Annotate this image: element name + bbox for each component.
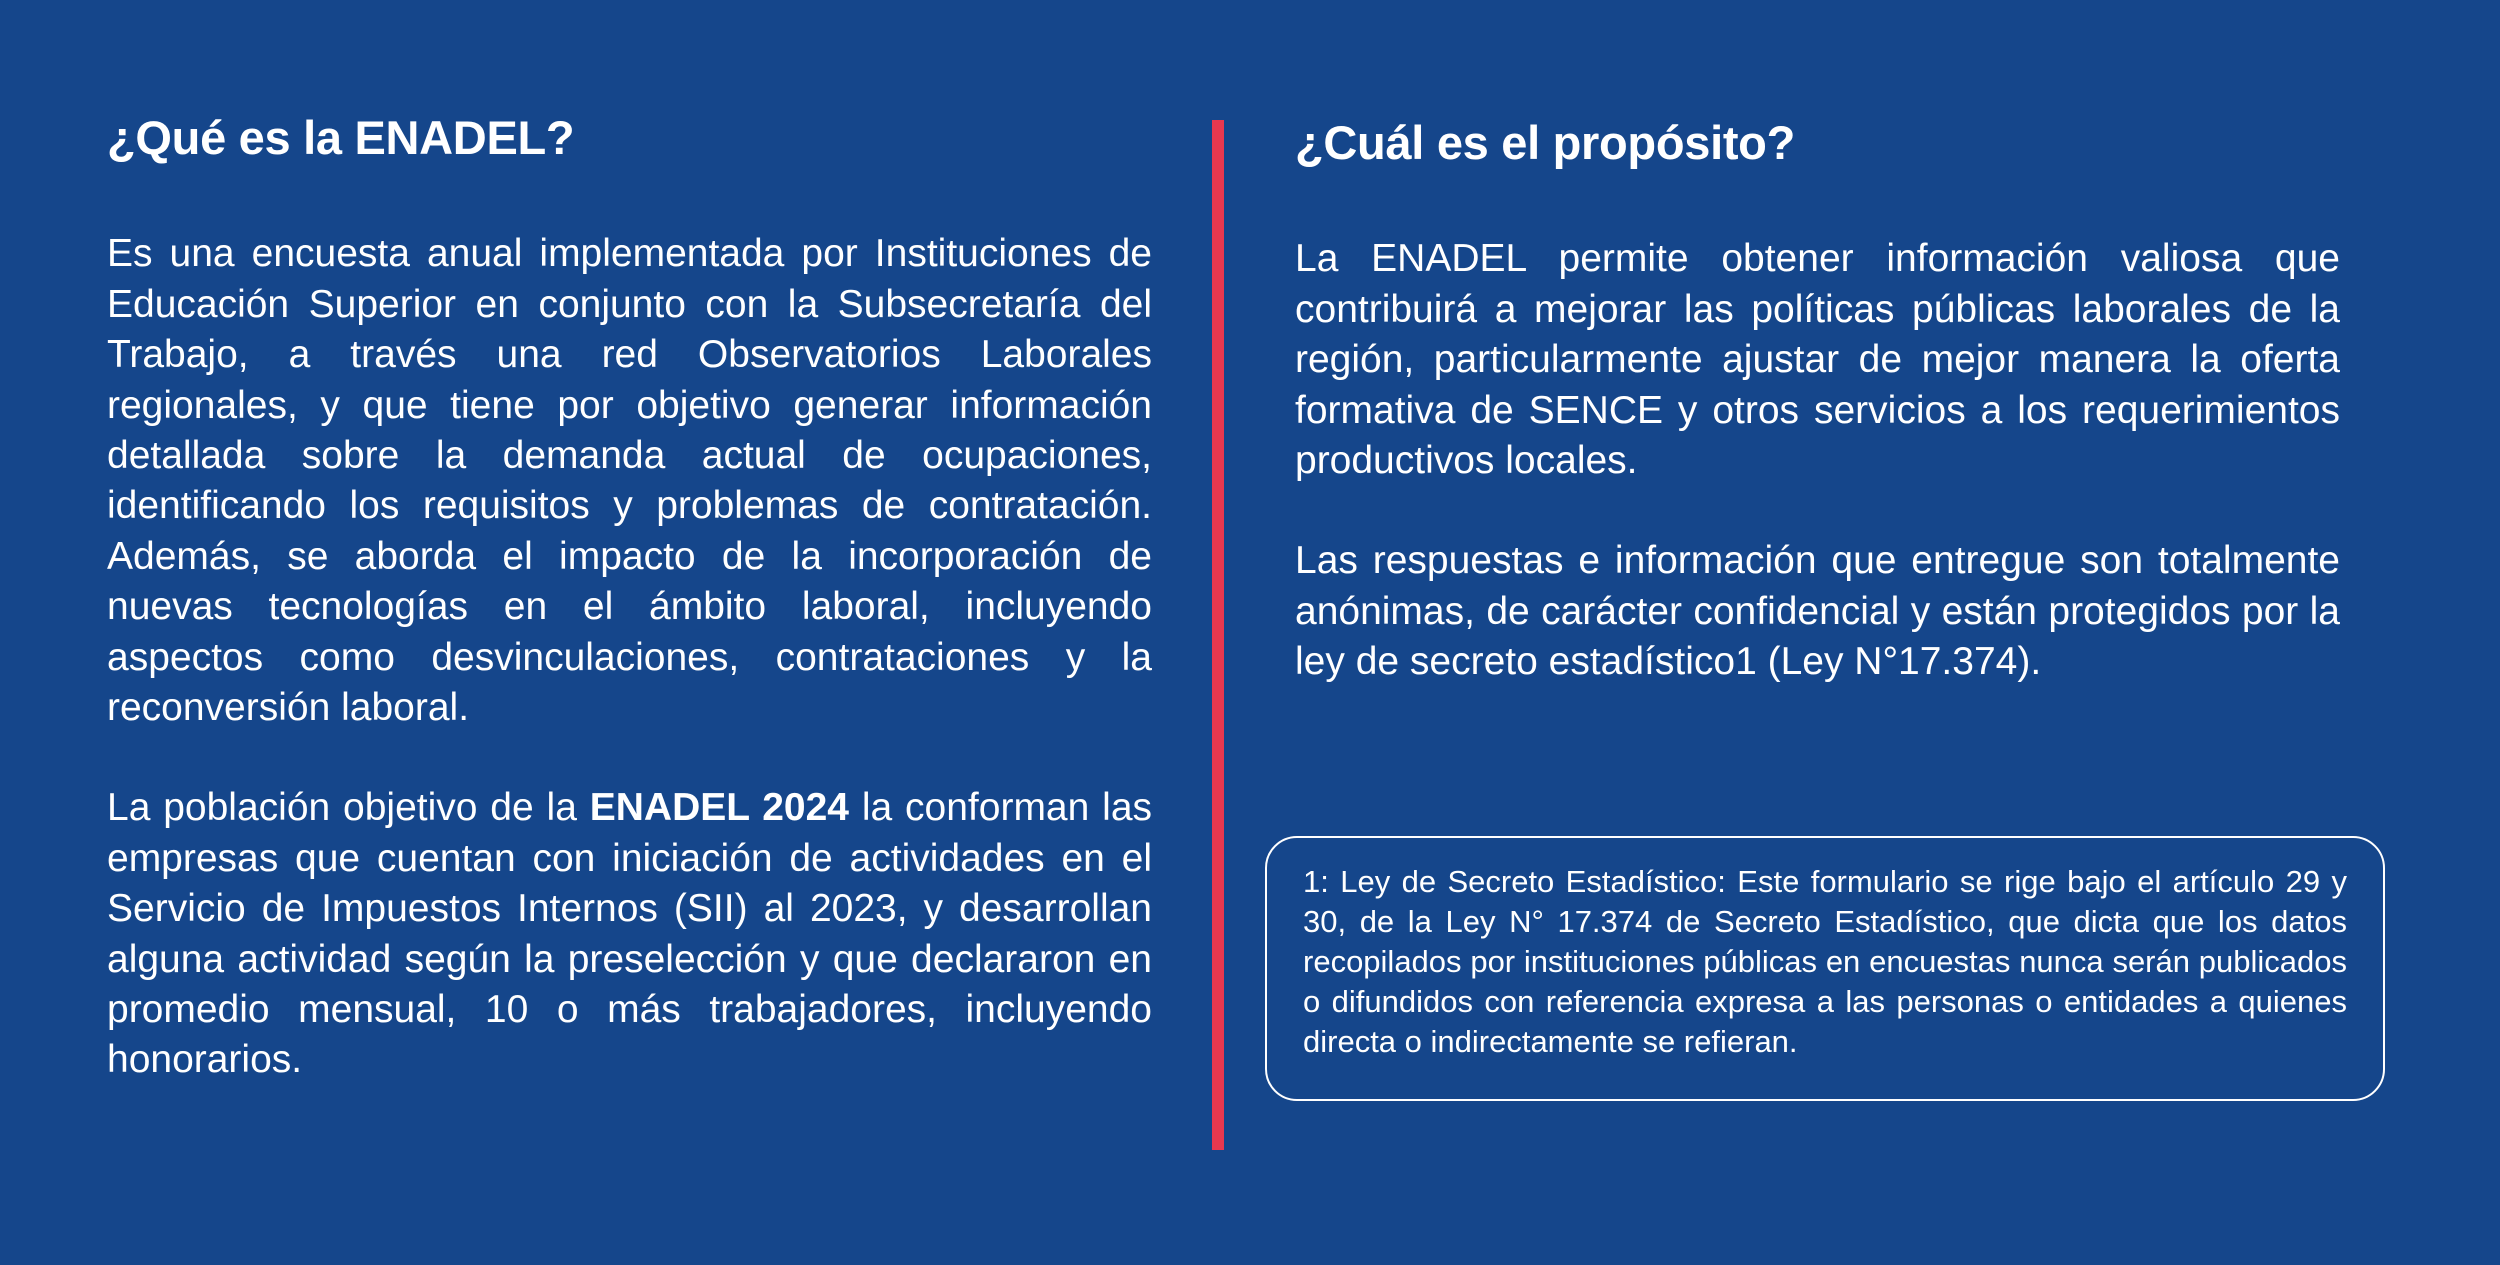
confidentiality-paragraph: Las respuestas e información que entregue son totalmente anónimas, de carácter confidencial y están protegidos por la ley de secreto estadístico1 (Ley N°17.374). bbox=[1295, 539, 2340, 684]
purpose-paragraph: La ENADEL permite obtener información valiosa que contribuirá a mejorar las políticas públicas laborales de la región, particularmente ajustar de mejor manera la oferta formativa de SENCE y otros servicios a los requerimientos productivos locales. bbox=[1295, 237, 2340, 483]
what-is-enadel-paragraph: Es una encuesta anual implementada por Instituciones de Educación Superior en conjunto con la Subsecretaría del Trabajo, a través una red Observatorios Laborales regionales, y que tiene por objetivo generar información detallada sobre la demanda actual de ocupaciones, identificando los requisitos y problemas de contratación. Además, se aborda el impacto de la incorporación de nuevas tecnologías en el ámbito laboral, incluyendo aspectos como desvinculaciones, contrataciones y la reconversión laboral. bbox=[107, 232, 1152, 730]
footnote-box bbox=[1265, 836, 2385, 1101]
what-is-enadel-heading: ¿Qué es la ENADEL? bbox=[107, 111, 575, 164]
enadel-2024-bold: ENADEL 2024 bbox=[589, 786, 849, 830]
target-population-paragraph bbox=[107, 783, 1152, 1085]
purpose-heading: ¿Cuál es el propósito? bbox=[1295, 116, 1796, 169]
footnote-text: 1: Ley de Secreto Estadístico: Este formulario se rige bajo el artículo 29 y 30, de la Ley N° 17.374 de Secreto Estadístico, que dicta que los datos recopilados por instituciones públicas en encuestas nunca serán publicados o difundidos con referencia expresa a las personas o entidades a quienes directa o indirectamente se refieran. bbox=[1303, 864, 2347, 1059]
right-column bbox=[1295, 115, 2340, 688]
vertical-divider bbox=[1212, 120, 1224, 1150]
target-population-text-end: la conforman las empresas que cuentan con iniciación de actividades en el Servicio de Impuestos Internos (SII) al 2023, y desarrollan alguna actividad según la preselección y que declararon en promedio mensual, 10 o más trabajadores, incluyendo honorarios. bbox=[107, 786, 1153, 1082]
left-column bbox=[107, 110, 1152, 1086]
target-population-text-start: La población objetivo de la bbox=[107, 786, 590, 830]
